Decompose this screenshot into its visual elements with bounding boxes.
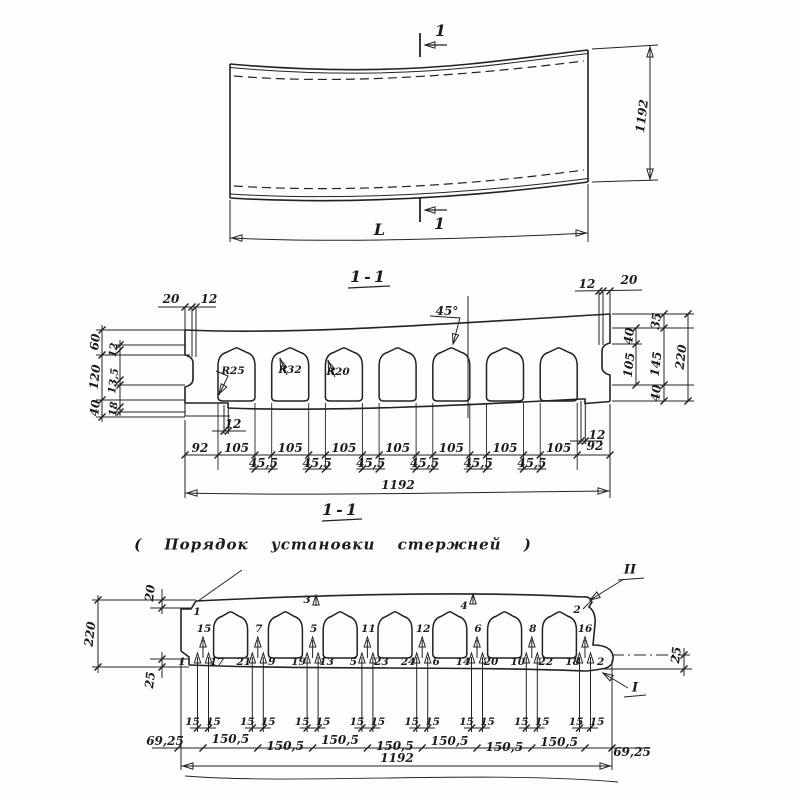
rod-spacing-dim-5: 150,5 <box>485 740 524 754</box>
edge-dim-left: 92 <box>191 441 209 455</box>
void-radius-1: R32 <box>278 363 302 376</box>
left-inner-dim-2: 18 <box>106 400 121 417</box>
order-right-dim: 25 <box>668 645 684 665</box>
bottom-rod-number-15: 2 <box>596 655 605 668</box>
order-edge-dim-right: 69,25 <box>613 745 651 759</box>
rod-pair-dim-11: 15 <box>480 715 495 728</box>
bottom-rod-number-0: 1 <box>178 655 186 668</box>
rod-pair-dim-10: 15 <box>459 715 474 728</box>
right-dim-5: 40 <box>648 383 664 403</box>
rod-pair-dim-6: 15 <box>349 715 365 728</box>
web-rod-number-0: 15 <box>196 622 212 635</box>
rod-pair-dim-15: 15 <box>589 715 605 728</box>
rod-spacing-dim-0: 150,5 <box>211 732 250 746</box>
web-width-dim-0: 45,5 <box>248 456 279 470</box>
rod-pair-dim-3: 15 <box>260 715 276 728</box>
bottom-rod-number-11: 20 <box>483 655 499 668</box>
bottom-rod-number-13: 22 <box>538 655 554 668</box>
section-mark-bottom-label: 1 <box>433 214 449 233</box>
order-left-total-dim: 220 <box>81 620 99 648</box>
rod-spacing-dim-2: 150,5 <box>321 733 359 747</box>
left-inner-dim-0: 12 <box>106 341 121 358</box>
section-total-dim: 1192 <box>381 478 415 492</box>
web-rod-number-1: 7 <box>255 622 263 635</box>
rod-pair-dim-7: 15 <box>370 715 386 728</box>
bottom-rod-number-4: 19 <box>291 655 306 668</box>
web-width-dim-5: 45,5 <box>517 456 547 470</box>
section-mark-top-label: 1 <box>434 21 450 40</box>
order-left-bottom-dim: 25 <box>142 670 158 690</box>
top-rod-number-0: 1 <box>193 605 201 618</box>
node-marker-top: II <box>623 562 637 578</box>
web-rod-number-2: 5 <box>309 622 318 635</box>
node-marker-bottom: I <box>631 680 639 696</box>
right-dim-3: 145 <box>647 350 665 378</box>
rod-pair-dim-0: 15 <box>185 715 200 728</box>
web-width-dim-1: 45,5 <box>302 456 332 470</box>
ledge-dim-right: 12 <box>588 428 606 442</box>
rod-pair-dim-14: 15 <box>568 715 584 728</box>
top-rod-number-1: 3 <box>303 593 311 606</box>
rod-pair-dim-13: 15 <box>534 715 550 728</box>
top-left-dim-1: 12 <box>200 292 218 306</box>
bottom-rod-number-8: 24 <box>400 655 416 668</box>
rod-pair-dim-2: 15 <box>239 715 255 728</box>
right-dim-0: 35 <box>648 311 664 331</box>
rod-pair-dim-1: 15 <box>206 715 221 728</box>
order-caption: ( Порядок установки стержней ) <box>134 535 532 554</box>
web-rod-number-7: 16 <box>577 622 593 635</box>
bottom-rod-number-2: 21 <box>236 655 252 668</box>
bottom-rod-number-14: 18 <box>565 655 580 668</box>
void-width-dim-1: 105 <box>277 441 303 455</box>
order-edge-dim-left: 69,25 <box>146 734 184 748</box>
void-width-dim-3: 105 <box>385 441 411 455</box>
void-radius-0: R25 <box>221 364 245 377</box>
void-radius-2: R20 <box>326 365 350 378</box>
rod-pair-dim-8: 15 <box>404 715 419 728</box>
web-width-dim-3: 45,5 <box>409 456 440 470</box>
angle-dim: 45° <box>435 304 459 318</box>
right-dim-2: 105 <box>620 351 638 378</box>
left-outer-dim-0: 60 <box>87 332 103 352</box>
bottom-rod-number-9: 6 <box>432 655 440 668</box>
web-rod-number-5: 6 <box>474 622 482 635</box>
right-dim-4: 220 <box>672 343 690 371</box>
left-outer-dim-1: 120 <box>86 363 104 391</box>
top-rod-number-2: 4 <box>460 599 468 612</box>
bottom-rod-number-12: 10 <box>510 655 526 668</box>
bottom-rod-number-5: 13 <box>319 655 334 668</box>
top-left-dim-0: 20 <box>162 292 180 306</box>
top-rod-number-3: 2 <box>573 603 581 616</box>
web-width-dim-4: 45,5 <box>463 456 493 470</box>
rod-pair-dim-12: 15 <box>513 715 529 728</box>
order-total-dim: 1192 <box>380 751 414 765</box>
ledge-dim-left: 12 <box>224 417 242 431</box>
bottom-rod-number-10: 14 <box>455 655 471 668</box>
top-right-dim-1: 20 <box>620 273 638 287</box>
section-title: 1-1 <box>350 267 388 286</box>
rod-spacing-dim-1: 150,5 <box>266 739 304 753</box>
edge-dim-right: 92 <box>586 439 604 453</box>
left-inner-dim-1: 13,5 <box>106 367 122 395</box>
rod-pair-dim-5: 15 <box>315 715 331 728</box>
rod-spacing-dim-6: 150,5 <box>540 735 578 749</box>
order-left-top-dim: 20 <box>142 583 158 603</box>
web-width-dim-2: 45,5 <box>356 456 386 470</box>
bottom-rod-number-6: 5 <box>349 655 358 668</box>
rod-spacing-dim-4: 150,5 <box>430 734 469 748</box>
order-title: 1-1 <box>322 500 360 519</box>
rod-pair-dim-4: 15 <box>294 715 310 728</box>
void-width-dim-5: 105 <box>492 441 518 455</box>
bottom-rod-number-3: 9 <box>268 655 276 668</box>
void-width-dim-4: 105 <box>438 441 464 455</box>
left-outer-dim-2: 40 <box>87 398 103 418</box>
bottom-rod-number-7: 23 <box>374 655 389 668</box>
plan-width-dim: 1192 <box>633 98 651 134</box>
right-dim-1: 40 <box>621 326 637 346</box>
plan-length-label: L <box>373 220 389 239</box>
web-rod-number-4: 12 <box>415 622 431 635</box>
void-width-dim-0: 105 <box>223 441 250 455</box>
top-right-dim-0: 12 <box>578 277 596 291</box>
rod-spacing-dim-3: 150,5 <box>376 739 414 753</box>
bottom-rod-number-1: 17 <box>209 655 225 668</box>
web-rod-number-6: 8 <box>529 622 537 635</box>
void-width-dim-2: 105 <box>331 441 357 455</box>
web-rod-number-3: 11 <box>361 622 376 635</box>
rod-pair-dim-9: 15 <box>425 715 440 728</box>
void-width-dim-6: 105 <box>546 441 572 455</box>
